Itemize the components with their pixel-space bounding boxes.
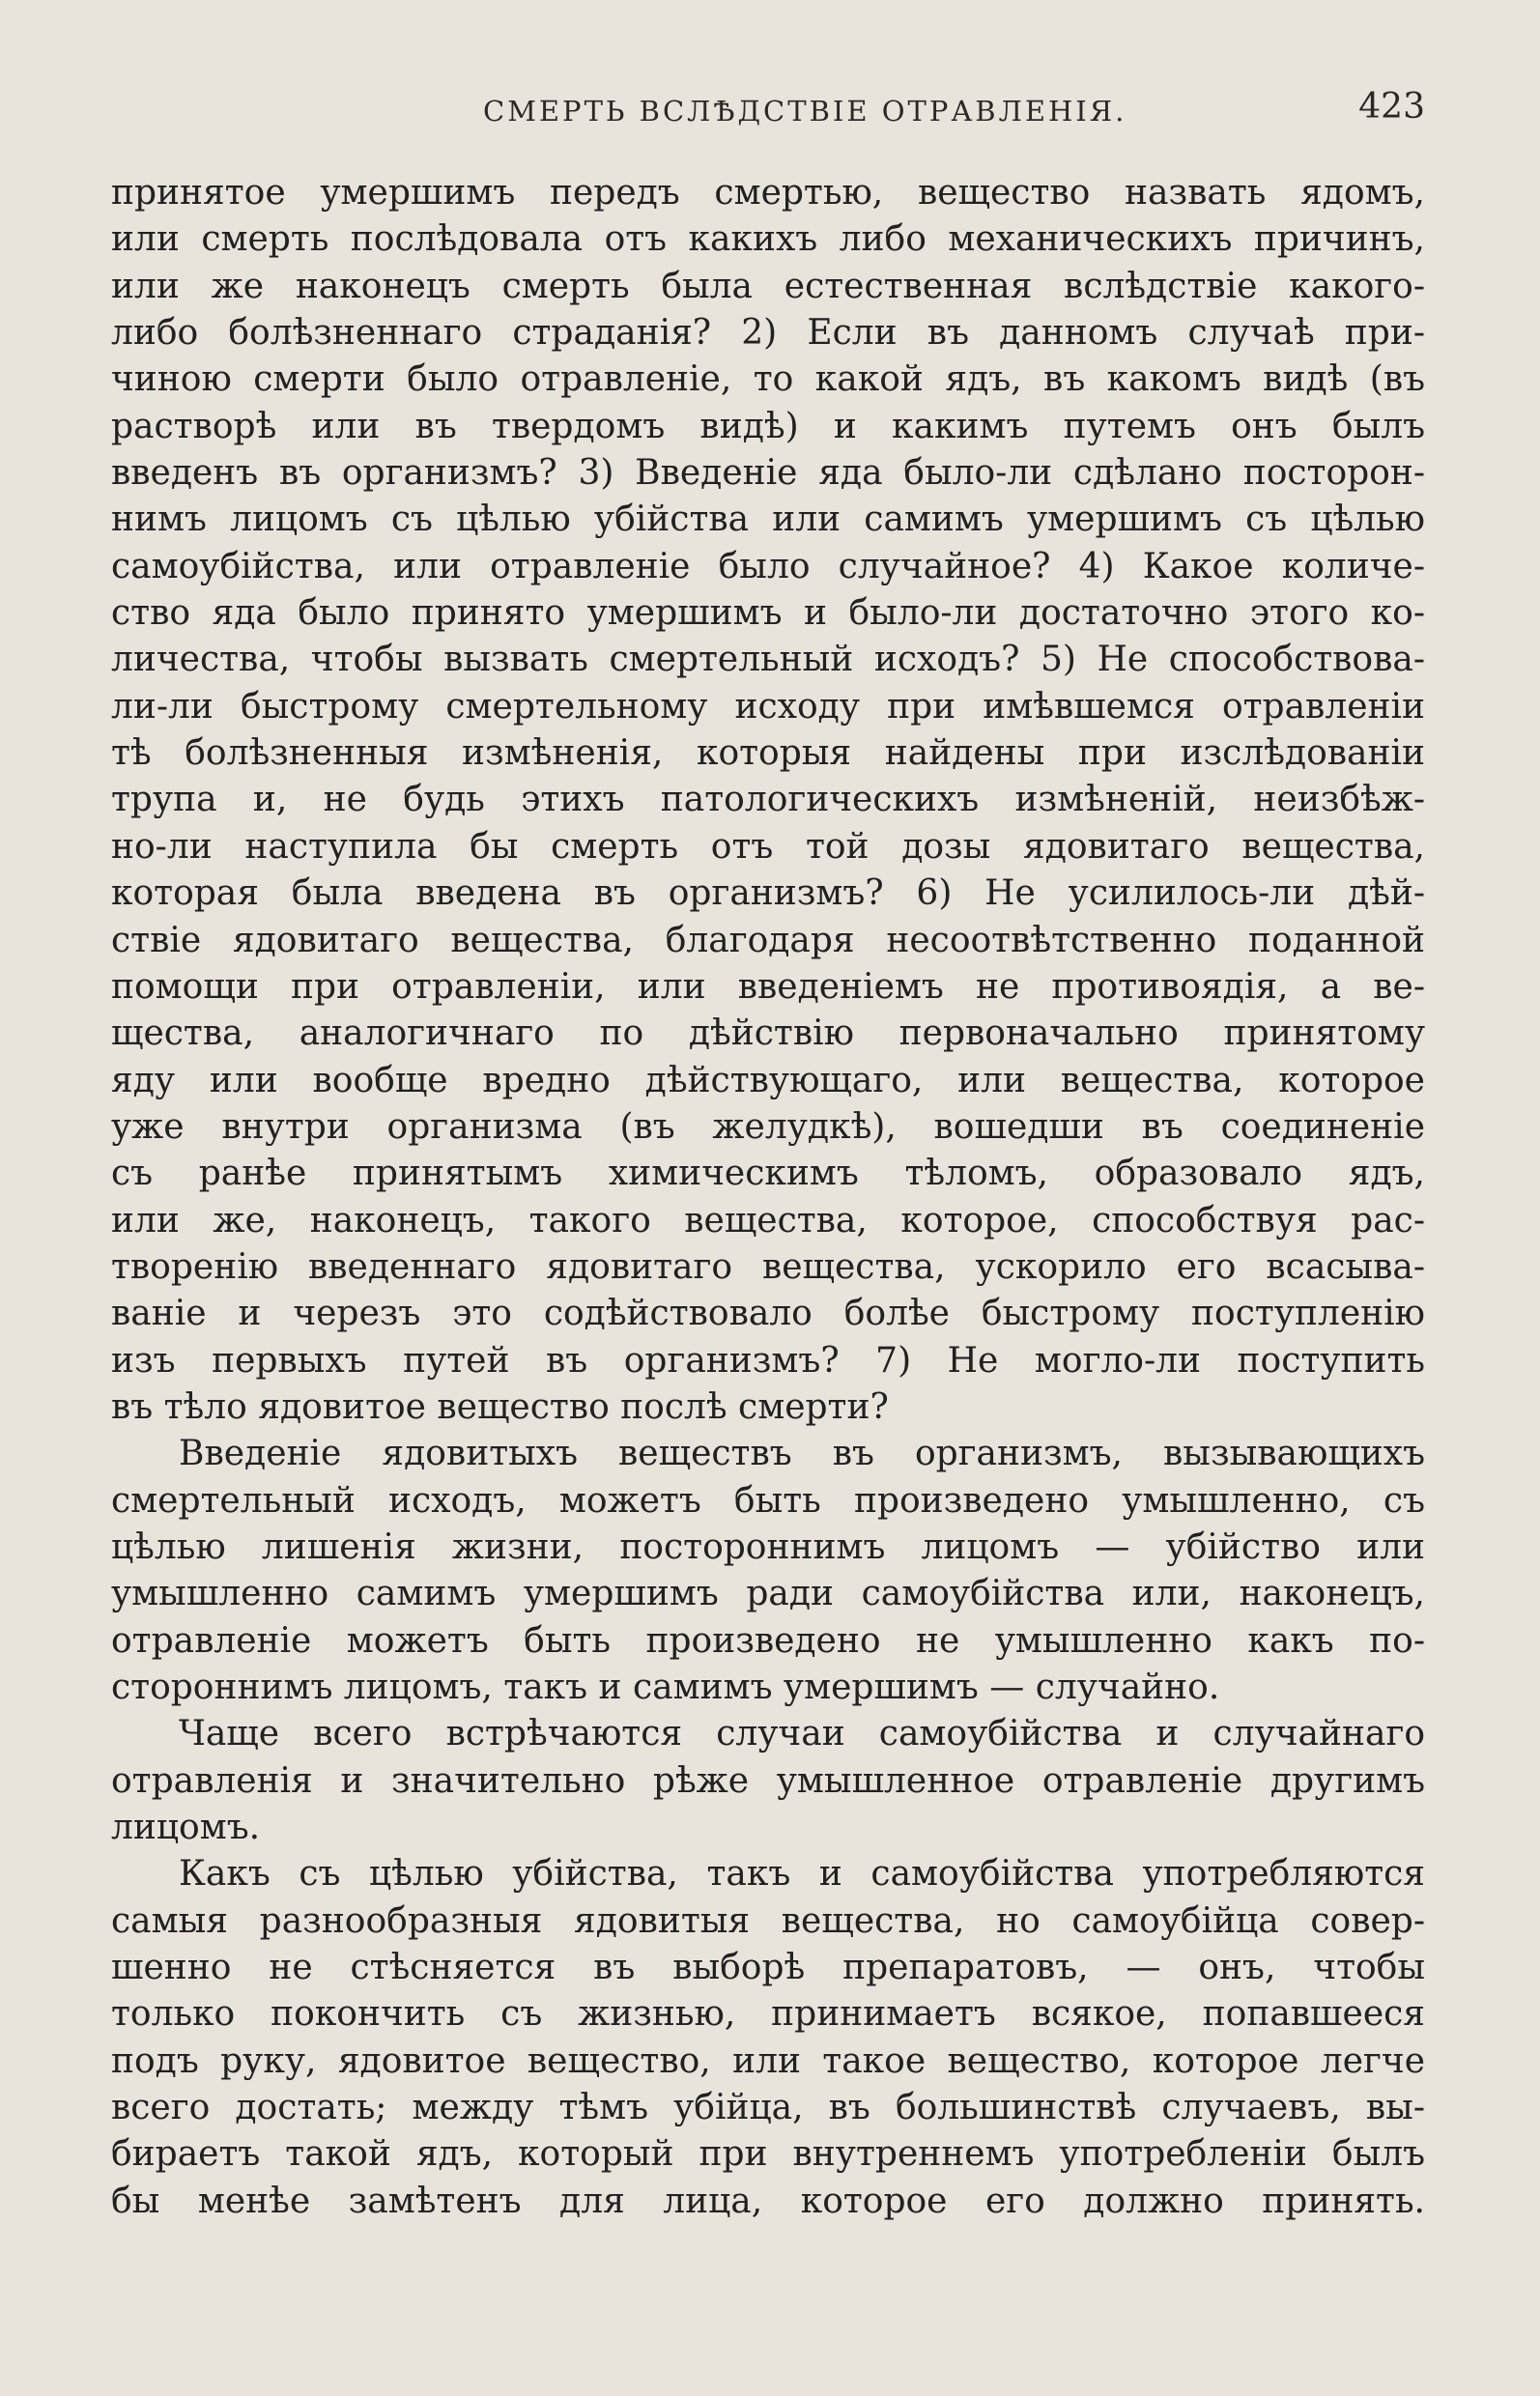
text-line: ствіе ядовитаго вещества, благодаря несоотвѣтственно поданной — [111, 920, 1425, 960]
text-line: въ тѣло ядовитое вещество послѣ смерти? — [111, 1386, 889, 1427]
text-line: либо болѣзненнаго страданія? 2) Если въ данномъ случаѣ при- — [111, 313, 1425, 354]
running-title: СМЕРТЬ ВСЛѢДСТВІЕ ОТРАВЛЕНІЯ. — [483, 95, 1127, 128]
text-line: съ ранѣе принятымъ химическимъ тѣломъ, образовало ядъ, — [111, 1154, 1425, 1194]
text-line: или смерть послѣдовала отъ какихъ либо механическихъ причинъ, — [111, 219, 1425, 260]
text-line: чиною смерти было отравленіе, то какой ядъ, въ какомъ видѣ (въ — [111, 359, 1425, 400]
text-line: лицомъ. — [111, 1808, 261, 1848]
text-line: или же наконецъ смерть была естественная вслѣдствіе какого- — [111, 266, 1425, 306]
text-line: Чаще всего встрѣчаются случаи самоубійства и случайнаго — [179, 1714, 1425, 1754]
text-line: принятое умершимъ передъ смертью, вещество назвать ядомъ, — [111, 173, 1425, 213]
text-line: отравленія и значительно рѣже умышленное отравленіе другимъ — [111, 1760, 1425, 1801]
text-line: растворѣ или въ твердомъ видѣ) и какимъ путемъ онъ былъ — [111, 406, 1425, 446]
text-line: ваніе и черезъ это содѣйствовало болѣе быстрому поступленію — [111, 1294, 1425, 1334]
text-line: самоубійства, или отравленіе было случайное? 4) Какое количе- — [111, 546, 1425, 586]
text-line: изъ первыхъ путей въ организмъ? 7) Не могло-ли поступить — [111, 1340, 1425, 1381]
body-text — [111, 170, 1425, 2225]
text-line: смертельный исходъ, можетъ быть произведено умышленно, съ — [111, 1480, 1425, 1521]
text-line: помощи при отравленіи, или введеніемъ не противоядія, а ве- — [111, 966, 1425, 1007]
page-header — [111, 85, 1425, 133]
text-line: ство яда было принято умершимъ и было-ли достаточно этого ко- — [111, 593, 1425, 634]
text-line: но-ли наступила бы смерть отъ той дозы ядовитаго вещества, — [111, 826, 1425, 867]
text-line: умышленно самимъ умершимъ ради самоубійства или, наконецъ, — [111, 1574, 1425, 1614]
text-line: творенію введеннаго ядовитаго вещества, ускорило его всасыва- — [111, 1246, 1425, 1287]
text-line: стороннимъ лицомъ, такъ и самимъ умершимъ — случайно. — [111, 1668, 1220, 1707]
text-line: яду или вообще вредно дѣйствующаго, или вещества, которое — [111, 1060, 1425, 1100]
text-line: ли-ли быстрому смертельному исходу при имѣвшемся отравленіи — [111, 686, 1425, 727]
text-line: отравленіе можетъ быть произведено не умышленно какъ по- — [111, 1620, 1425, 1661]
text-line: цѣлью лишенія жизни, постороннимъ лицомъ — убійство или — [111, 1526, 1425, 1567]
text-line: подъ руку, ядовитое вещество, или такое вещество, которое легче — [111, 2040, 1425, 2081]
text-line: щества, аналогичнаго по дѣйствію первоначально принятому — [111, 1013, 1425, 1054]
text-line: которая была введена въ организмъ? 6) Не усилилось-ли дѣй- — [111, 873, 1425, 914]
text-line: трупа и, не будь этихъ патологическихъ измѣненій, неизбѣж- — [111, 780, 1425, 820]
text-line: только покончить съ жизнью, принимаетъ всякое, попавшееся — [111, 1994, 1425, 2035]
text-line: Какъ съ цѣлью убійства, такъ и самоубійства употребляются — [179, 1854, 1425, 1895]
text-line: Введеніе ядовитыхъ веществъ въ организмъ, вызывающихъ — [179, 1434, 1425, 1474]
text-line: уже внутри организма (въ желудкѣ), вошедши въ соединеніе — [111, 1106, 1425, 1147]
text-line: личества, чтобы вызвать смертельный исходъ? 5) Не способствова- — [111, 640, 1425, 680]
text-line: всего достать; между тѣмъ убійца, въ большинствѣ случаевъ, вы- — [111, 2088, 1425, 2128]
text-line: шенно не стѣсняется въ выборѣ препаратовъ, — онъ, чтобы — [111, 1948, 1425, 1988]
text-line: нимъ лицомъ съ цѣлью убійства или самимъ умершимъ съ цѣлью — [111, 499, 1425, 540]
text-line: бираетъ такой ядъ, который при внутреннемъ употребленіи былъ — [111, 2134, 1425, 2175]
text-line: самыя разнообразныя ядовитыя вещества, но самоубійца совер- — [111, 1900, 1425, 1941]
text-line: введенъ въ организмъ? 3) Введеніе яда было-ли сдѣлано посторон- — [111, 453, 1425, 494]
text-line: тѣ болѣзненныя измѣненія, которыя найдены при изслѣдованіи — [111, 733, 1425, 774]
text-line: или же, наконецъ, такого вещества, которое, способствуя рас- — [111, 1200, 1425, 1241]
page-number: 423 — [1358, 87, 1425, 127]
text-line: бы менѣе замѣтенъ для лица, которое его должно принять. — [111, 2181, 1425, 2221]
